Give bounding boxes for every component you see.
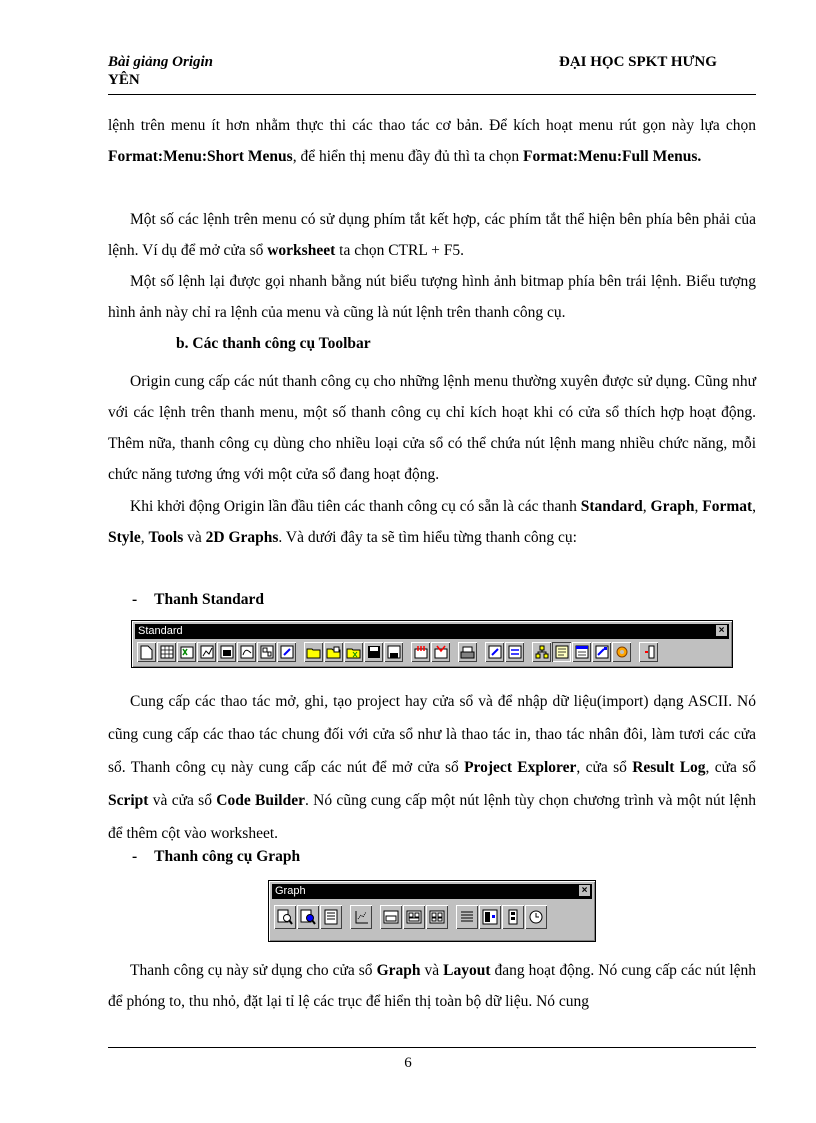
bullet-label: Thanh công cụ Graph	[154, 848, 301, 865]
new-layer-2-button[interactable]	[403, 905, 425, 929]
header-divider	[108, 94, 756, 95]
standard-toolbar-titlebar[interactable]	[135, 624, 729, 639]
layout-icon	[260, 645, 274, 659]
paragraph-7	[108, 955, 756, 1017]
text: ,	[642, 498, 651, 515]
notes-icon	[280, 645, 294, 659]
timestamp-button[interactable]	[525, 905, 547, 929]
text: đang hoạt động. Nó cung cấp các nút lệnh để phóng to, thu nhỏ, đặt lại tỉ lệ các trục để hiển thị toàn bộ dữ liệu. Nó cung	[108, 962, 756, 1010]
open-excel-button[interactable]	[344, 642, 363, 662]
text: . Và dưới đây ta sẽ tìm hiểu từng thanh công cụ:	[278, 529, 577, 546]
graph-toolbar[interactable]	[268, 880, 596, 942]
paragraph-1	[108, 110, 756, 172]
bold-text: Script	[108, 792, 149, 809]
import-ascii-button[interactable]	[411, 642, 430, 662]
paragraph-3: Một số lệnh lại được gọi nhanh bằng nút biểu tượng hình ảnh bitmap phía bên trái lệnh. Biểu tượng hình ảnh này chỉ ra lệnh của menu và cũng là nút lệnh trên thanh công cụ.	[108, 273, 756, 321]
four-layers-icon	[429, 909, 445, 925]
new-graph-button[interactable]	[197, 642, 216, 662]
worksheet-icon	[160, 645, 174, 659]
open-folder-icon	[306, 646, 321, 659]
graph-toolbar-buttons	[274, 905, 548, 929]
bold-text: Format:Menu:Full Menus.	[523, 148, 702, 165]
script-window-icon	[575, 645, 589, 659]
duplicate-button[interactable]	[485, 642, 504, 662]
save-template-icon	[387, 645, 401, 659]
bold-text: Format	[702, 498, 753, 515]
text: Thanh công cụ này sử dụng cho cửa sổ	[130, 962, 377, 979]
paragraph-5	[108, 491, 756, 553]
printer-icon	[460, 646, 475, 659]
save-icon	[367, 645, 381, 659]
refresh-button[interactable]	[505, 642, 524, 662]
color-scale-button[interactable]	[479, 905, 501, 929]
new-function-button[interactable]	[237, 642, 256, 662]
text: , cửa sổ	[705, 759, 756, 776]
paragraph-4: Origin cung cấp các nút thanh công cụ cho những lệnh menu thường xuyên được sử dụng. Cũng như với các lệnh trên thanh menu, một số thanh công cụ chỉ kích hoạt khi có cửa sổ thích hợp hoạt động. Thêm nữa, thanh công cụ dùng cho nhiều loại cửa sổ có thể chứa nút lệnh mang nhiều chức năng, mỗi chức năng tương ứng với một cửa sổ đang hoạt động.	[108, 373, 756, 483]
project-explorer-icon	[535, 645, 549, 659]
layer-stack-icon	[505, 909, 521, 925]
close-button[interactable]: ×	[579, 885, 590, 896]
text: và	[183, 529, 206, 546]
two-layers-icon	[406, 909, 422, 925]
open-excel-icon	[346, 646, 361, 659]
bold-text: Code Builder	[216, 792, 305, 809]
layer-icon	[383, 909, 399, 925]
text: Một số các lệnh trên menu có sử dụng phím tắt kết hợp, các phím tắt thể hiện bên phía bên phải của lệnh. Ví dụ để mở cửa sổ	[108, 211, 756, 259]
bullet-label: Thanh Standard	[154, 591, 265, 608]
color-scale-icon	[482, 909, 498, 925]
clock-icon	[528, 909, 544, 925]
save-template-button[interactable]	[384, 642, 403, 662]
paragraph-2	[108, 204, 756, 266]
add-column-icon	[642, 645, 656, 659]
refresh-icon	[508, 645, 522, 659]
graph-icon	[200, 645, 214, 659]
header-school-continuation: YÊN	[108, 72, 140, 88]
layer-icon-button[interactable]	[502, 905, 524, 929]
add-column-button[interactable]	[639, 642, 658, 662]
paragraph-6	[108, 685, 756, 850]
text: . Nó cũng cung cấp một nút lệnh tùy chọn chương trình và một nút lệnh để thêm cột vào worksheet.	[108, 792, 756, 842]
text: , cửa sổ	[576, 759, 633, 776]
excel-icon	[180, 645, 194, 659]
import-multiple-ascii-button[interactable]	[431, 642, 450, 662]
import-icon	[414, 645, 428, 659]
standard-toolbar-title: Standard	[138, 625, 183, 637]
footer-divider	[108, 1047, 756, 1048]
duplicate-icon	[488, 645, 502, 659]
new-file-icon	[140, 645, 153, 660]
zoom-in-icon	[277, 909, 293, 925]
bold-text: Graph	[376, 962, 421, 979]
open-button[interactable]	[304, 642, 323, 662]
bold-text: Layout	[443, 962, 491, 979]
function-icon	[240, 645, 254, 659]
graph-toolbar-titlebar[interactable]	[272, 884, 592, 899]
header-left	[108, 53, 213, 89]
bold-text: worksheet	[267, 242, 336, 259]
bold-text: Project Explorer	[464, 759, 577, 776]
page-number: 6	[404, 1055, 412, 1071]
text: Cung cấp các thao tác mở, ghi, tạo project hay cửa sổ và để nhập dữ liệu(import) dạng ASCII. Nó cũng cung cấp các thao tác chung đối với cửa sổ như là thao tác in, thao tác nhân đôi, làm tươi các cửa sổ. Thanh công cụ này cung cấp các nút để mở cửa sổ	[108, 693, 756, 776]
code-builder-icon	[595, 645, 609, 659]
bullet-standard	[132, 590, 780, 609]
bold-text: Format:Menu:Short Menus	[108, 148, 293, 165]
gear-icon	[615, 645, 629, 659]
bold-text: Graph	[650, 498, 695, 515]
new-layout-button[interactable]	[257, 642, 276, 662]
script-window-button[interactable]	[572, 642, 591, 662]
new-excel-button[interactable]	[177, 642, 196, 662]
results-log-icon	[555, 645, 569, 659]
project-explorer-button[interactable]	[532, 642, 551, 662]
bold-text: Tools	[148, 529, 184, 546]
zoom-in-button[interactable]	[274, 905, 296, 929]
open-template-button[interactable]	[324, 642, 343, 662]
text: ,	[752, 498, 757, 515]
new-notes-button[interactable]	[277, 642, 296, 662]
zoom-out-icon	[300, 909, 316, 925]
whole-page-button[interactable]	[320, 905, 342, 929]
bold-text: 2D Graphs	[205, 529, 279, 546]
new-layer-4-button[interactable]	[426, 905, 448, 929]
text: Khi khởi động Origin lần đầu tiên các thanh công cụ có sẵn là các thanh	[130, 498, 581, 515]
zoom-out-button[interactable]	[297, 905, 319, 929]
options-button[interactable]	[612, 642, 631, 662]
text: ,	[140, 529, 149, 546]
new-matrix-button[interactable]	[217, 642, 236, 662]
bold-text: Style	[108, 529, 141, 546]
import-multiple-icon	[434, 645, 448, 659]
text: và cửa sổ	[148, 792, 217, 809]
bold-text: Standard	[580, 498, 643, 515]
text: ta chọn CTRL + F5.	[335, 242, 464, 259]
new-worksheet-button[interactable]	[157, 642, 176, 662]
results-log-button[interactable]	[552, 642, 571, 662]
new-layer-button[interactable]	[380, 905, 402, 929]
legend-button[interactable]	[456, 905, 478, 929]
text: ,	[694, 498, 703, 515]
bullet-dash: -	[132, 848, 138, 865]
print-button[interactable]	[458, 642, 477, 662]
bold-text: Result Log	[632, 759, 706, 776]
close-button[interactable]: ×	[716, 625, 727, 636]
header-course-title: Bài giảng Origin	[108, 54, 214, 70]
rescale-button[interactable]	[350, 905, 372, 929]
rescale-icon	[353, 909, 369, 925]
standard-toolbar[interactable]	[131, 620, 733, 668]
text: lệnh trên menu ít hơn nhằm thực thi các thao tác cơ bản. Để kích hoạt menu rút gọn này lựa chọn	[108, 117, 756, 134]
graph-toolbar-title: Graph	[275, 885, 306, 897]
bullet-graph	[132, 847, 780, 866]
code-builder-button[interactable]	[592, 642, 611, 662]
bullet-dash: -	[132, 591, 138, 608]
whole-page-icon	[323, 909, 339, 925]
header-school: ĐẠI HỌC SPKT HƯNG	[559, 54, 717, 70]
save-project-button[interactable]	[364, 642, 383, 662]
new-project-button[interactable]	[137, 642, 156, 662]
legend-icon	[459, 909, 475, 925]
matrix-icon	[220, 645, 234, 659]
text: và	[420, 962, 444, 979]
standard-toolbar-buttons	[137, 642, 659, 662]
text: , để hiển thị menu đầy đủ thì ta chọn	[292, 148, 523, 165]
open-template-icon	[326, 646, 341, 659]
section-heading: b. Các thanh công cụ Toolbar	[176, 335, 371, 352]
